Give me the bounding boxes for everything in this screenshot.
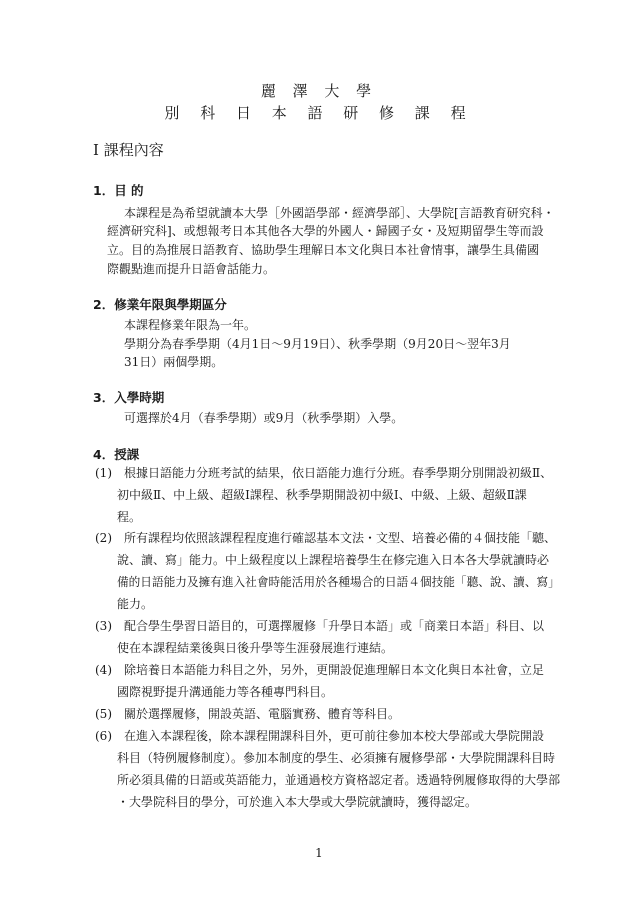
section-line: 立。目的為推展日語教育、協助學生理解日本文化與日本社會情事，讓學生具備國 bbox=[107, 243, 540, 257]
list-item: (2) 所有課程均依照該課程程度進行確認基本文法・文型、培養必備的４個技能「聽、 bbox=[95, 531, 557, 545]
list-item-cont: 說、讀、寫」能力。中上級程度以上課程培養學生在修完進入日本各大學就讀時必 bbox=[117, 553, 550, 567]
section-line: 本課程是為希望就讀本大學［外國語學部・經濟學部］、大學院[言語教育研究科・ bbox=[124, 206, 555, 220]
section-heading-purpose: 1．目 的 bbox=[93, 183, 144, 198]
section-line: 31日）兩個學期。 bbox=[124, 355, 224, 369]
chapter-title: Ⅰ 課程內容 bbox=[93, 141, 164, 159]
section-line: 本課程修業年限為一年。 bbox=[124, 318, 257, 332]
list-item-cont: 科目（特例履修制度）。參加本制度的學生、必須擁有履修學部・大學院開課科目時 bbox=[117, 751, 556, 765]
section-line: 經濟研究科]、或想報考日本其他各大學的外國人・歸國子女・及短期留學生等而設 bbox=[107, 224, 544, 238]
section-heading-duration: 2．修業年限與學期區分 bbox=[93, 297, 227, 312]
list-item-cont: 程。 bbox=[117, 510, 142, 524]
university-title: 麗 澤 大 學 bbox=[260, 82, 378, 100]
section-heading-classes: 4．授課 bbox=[93, 447, 140, 462]
list-item: (5) 關於選擇履修，開設英語、電腦實務、體育等科目。 bbox=[95, 707, 401, 721]
section-line: 學期分為春季學期（4月1日～9月19日）、秋季學期（9月20日～翌年3月 bbox=[124, 337, 511, 351]
section-line: 際觀點進而提升日語會話能力。 bbox=[107, 262, 276, 276]
list-item: (3) 配合學生學習日語目的，可選擇履修「升學日本語」或「商業日本語」科目、以 bbox=[95, 619, 545, 633]
program-title: 別 科 日 本 語 研 修 課 程 bbox=[164, 104, 474, 122]
list-item-cont: 所必須具備的日語或英語能力，並通過校方資格認定者。透過特例履修取得的大學部 bbox=[117, 773, 561, 787]
list-item-cont: ・大學院科目的學分，可於進入本大學或大學院就讀時，獲得認定。 bbox=[117, 795, 478, 809]
section-heading-enrollment: 3．入學時期 bbox=[93, 390, 165, 405]
list-item: (4) 除培養日本語能力科目之外，另外，更開設促進理解日本文化與日本社會，立足 bbox=[95, 663, 545, 677]
page-number: 1 bbox=[315, 846, 323, 860]
list-item-cont: 使在本課程結業後與日後升學等生涯發展進行連結。 bbox=[117, 641, 394, 655]
list-item-cont: 備的日語能力及擁有進入社會時能活用於各種場合的日語４個技能「聽、說、讀、寫」 bbox=[117, 575, 560, 589]
list-item-cont: 國際視野提升溝通能力等各種專門科目。 bbox=[117, 685, 334, 699]
section-line: 可選擇於4月（春季學期）或9月（秋季學期）入學。 bbox=[124, 411, 404, 425]
list-item-cont: 初中級Ⅱ、中上級、超級Ⅰ課程、秋季學期開設初中級Ⅰ、中級、上級、超級Ⅱ課 bbox=[117, 488, 527, 502]
list-item: (6) 在進入本課程後，除本課程開課科目外，更可前往參加本校大學部或大學院開設 bbox=[95, 729, 545, 743]
list-item-cont: 能力。 bbox=[117, 597, 154, 611]
list-item: (1) 根據日語能力分班考試的結果，依日語能力進行分班。春季學期分別開設初級Ⅱ、 bbox=[95, 466, 553, 480]
